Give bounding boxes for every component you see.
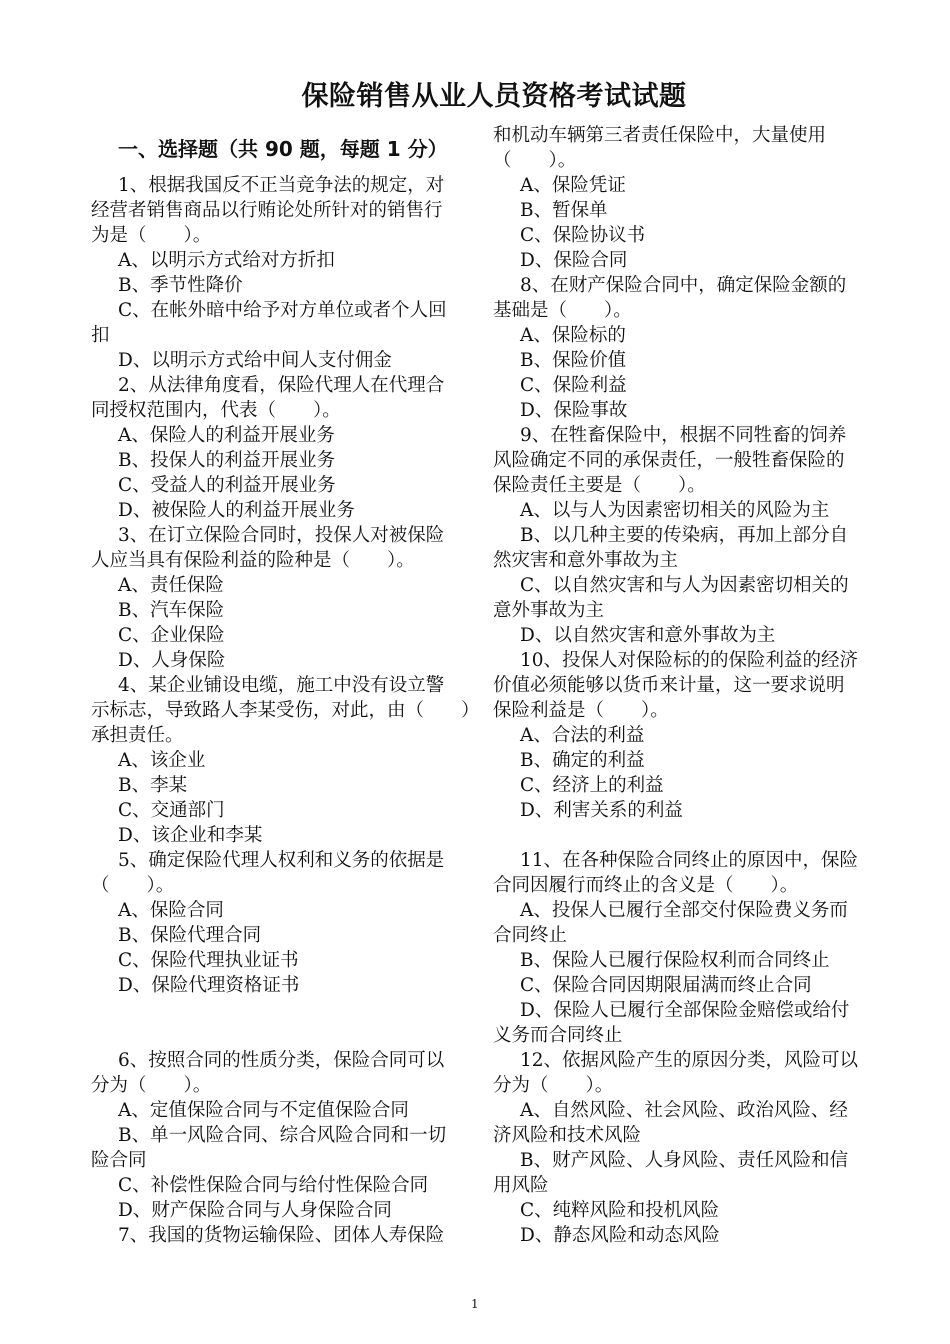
text-line: C、在帐外暗中给予对方单位或者个人回: [118, 300, 447, 321]
text-line: 3、在订立保险合同时，投保人对被保险: [118, 525, 445, 546]
text-line: A、自然风险、社会风险、政治风险、经: [520, 1100, 848, 1121]
text-line: D、保险人已履行全部保险金赔偿或给付: [520, 1000, 850, 1021]
text-line: 承担责任。: [91, 725, 184, 746]
text-line: A、责任保险: [118, 575, 224, 596]
text-line: 分为（ ）。: [91, 1075, 212, 1096]
text-line: B、保险人已履行保险权利而合同终止: [520, 950, 830, 971]
text-line: C、保险利益: [520, 375, 627, 396]
text-line: A、该企业: [118, 750, 206, 771]
left-column: [91, 173, 480, 1248]
text-line: D、该企业和李某: [118, 825, 263, 846]
text-line: 同授权范围内，代表（ ）。: [91, 400, 341, 421]
text-line: A、以明示方式给对方折扣: [118, 250, 335, 271]
text-line: 险合同: [91, 1150, 147, 1171]
text-line: C、保险协议书: [520, 225, 646, 246]
page-number: 1: [471, 1297, 479, 1311]
text-line: 用风险: [493, 1175, 549, 1196]
text-line: D、被保险人的利益开展业务: [118, 500, 355, 521]
document-title: 保险销售从业人员资格考试试题: [301, 81, 687, 112]
text-line: A、以与人为因素密切相关的风险为主: [520, 500, 830, 521]
text-line: D、利害关系的利益: [520, 800, 683, 821]
text-line: C、保险合同因期限届满而终止合同: [520, 975, 812, 996]
text-line: 9、在牲畜保险中，根据不同牲畜的饲养: [520, 425, 847, 446]
text-line: B、季节性降价: [118, 275, 243, 296]
text-line: C、交通部门: [118, 800, 225, 821]
text-line: 人应当具有保险利益的险种是（ ）。: [91, 550, 415, 571]
blank-line: [91, 998, 461, 1023]
text-line: 基础是（ ）。: [493, 300, 632, 321]
text-line: A、保险凭证: [520, 175, 626, 196]
text-line: B、投保人的利益开展业务: [118, 450, 336, 471]
text-line: D、以明示方式给中间人支付佣金: [118, 350, 392, 371]
text-line: D、保险事故: [520, 400, 628, 421]
text-line: C、纯粹风险和投机风险: [520, 1200, 720, 1221]
text-line: 扣: [91, 325, 110, 346]
text-line: C、企业保险: [118, 625, 225, 646]
text-line: D、以自然灾害和意外事故为主: [520, 625, 776, 646]
text-line: 价值必须能够以货币来计量，这一要求说明: [493, 675, 845, 696]
text-line: A、保险人的利益开展业务: [118, 425, 335, 446]
text-line: A、保险标的: [520, 325, 626, 346]
text-line: 经营者销售商品以行贿论处所针对的销售行: [91, 200, 443, 221]
text-line: 和机动车辆第三者责任保险中，大量使用: [493, 125, 827, 146]
text-line: B、李某: [118, 775, 188, 796]
right-column: [493, 123, 863, 1248]
text-line: B、以几种主要的传染病，再加上部分自: [520, 525, 849, 546]
text-line: B、保险代理合同: [118, 925, 262, 946]
text-line: A、保险合同: [118, 900, 224, 921]
text-line: 济风险和技术风险: [493, 1125, 642, 1146]
text-line: （ ）。: [493, 150, 577, 171]
text-line: 5、确定保险代理人权利和义务的依据是: [118, 850, 445, 871]
text-line: 为是（ ）。: [91, 225, 212, 246]
text-line: 2、从法律角度看，保险代理人在代理合: [118, 375, 445, 396]
text-line: D、财产保险合同与人身保险合同: [118, 1200, 392, 1221]
text-line: C、补偿性保险合同与给付性保险合同: [118, 1175, 429, 1196]
text-line: B、财产风险、人身风险、责任风险和信: [520, 1150, 849, 1171]
text-line: 意外事故为主: [493, 600, 605, 621]
text-line: 义务而合同终止: [493, 1025, 623, 1046]
text-line: 风险确定不同的承保责任，一般牲畜保险的: [493, 450, 845, 471]
text-line: （ ）。: [91, 875, 175, 896]
text-line: 分为（ ）。: [493, 1075, 614, 1096]
text-line: D、人身保险: [118, 650, 226, 671]
text-line: 6、按照合同的性质分类，保险合同可以: [118, 1050, 445, 1071]
text-line: D、保险合同: [520, 250, 628, 271]
text-line: D、静态风险和动态风险: [520, 1225, 720, 1246]
text-line: 合同终止: [493, 925, 568, 946]
text-line: D、保险代理资格证书: [118, 975, 300, 996]
text-line: 4、某企业铺设电缆，施工中没有设立警: [118, 675, 445, 696]
text-line: 示标志，导致路人李某受伤，对此，由（ ）: [91, 700, 480, 721]
text-line: C、受益人的利益开展业务: [118, 475, 336, 496]
text-line: 合同因履行而终止的含义是（ ）。: [493, 875, 799, 896]
text-line: A、合法的利益: [520, 725, 645, 746]
text-line: 然灾害和意外事故为主: [493, 550, 679, 571]
text-line: 11、在各种保险合同终止的原因中，保险: [520, 850, 859, 871]
text-line: B、保险价值: [520, 350, 627, 371]
text-line: C、以自然灾害和与人为因素密切相关的: [520, 575, 849, 596]
text-line: B、确定的利益: [520, 750, 645, 771]
text-line: B、单一风险合同、综合风险合同和一切: [118, 1125, 447, 1146]
text-line: A、投保人已履行全部交付保险费义务而: [520, 900, 848, 921]
text-line: 1、根据我国反不正当竞争法的规定，对: [118, 175, 445, 196]
text-line: B、汽车保险: [118, 600, 225, 621]
text-line: C、经济上的利益: [520, 775, 664, 796]
text-line: B、暂保单: [520, 200, 608, 221]
text-line: A、定值保险合同与不定值保险合同: [118, 1100, 409, 1121]
text-line: 保险利益是（ ）。: [493, 700, 669, 721]
blank-line: [493, 823, 863, 848]
text-line: 12、依据风险产生的原因分类，风险可以: [520, 1050, 859, 1071]
text-line: 保险责任主要是（ ）。: [493, 475, 706, 496]
text-line: C、保险代理执业证书: [118, 950, 299, 971]
section-heading: 一、选择题（共 90 题，每题 1 分）: [118, 137, 448, 161]
blank-line: [91, 1023, 461, 1048]
text-line: 10、投保人对保险标的的保险利益的经济: [520, 650, 859, 671]
text-line: 7、我国的货物运输保险、团体人寿保险: [118, 1225, 445, 1246]
text-line: 8、在财产保险合同中，确定保险金额的: [520, 275, 847, 296]
